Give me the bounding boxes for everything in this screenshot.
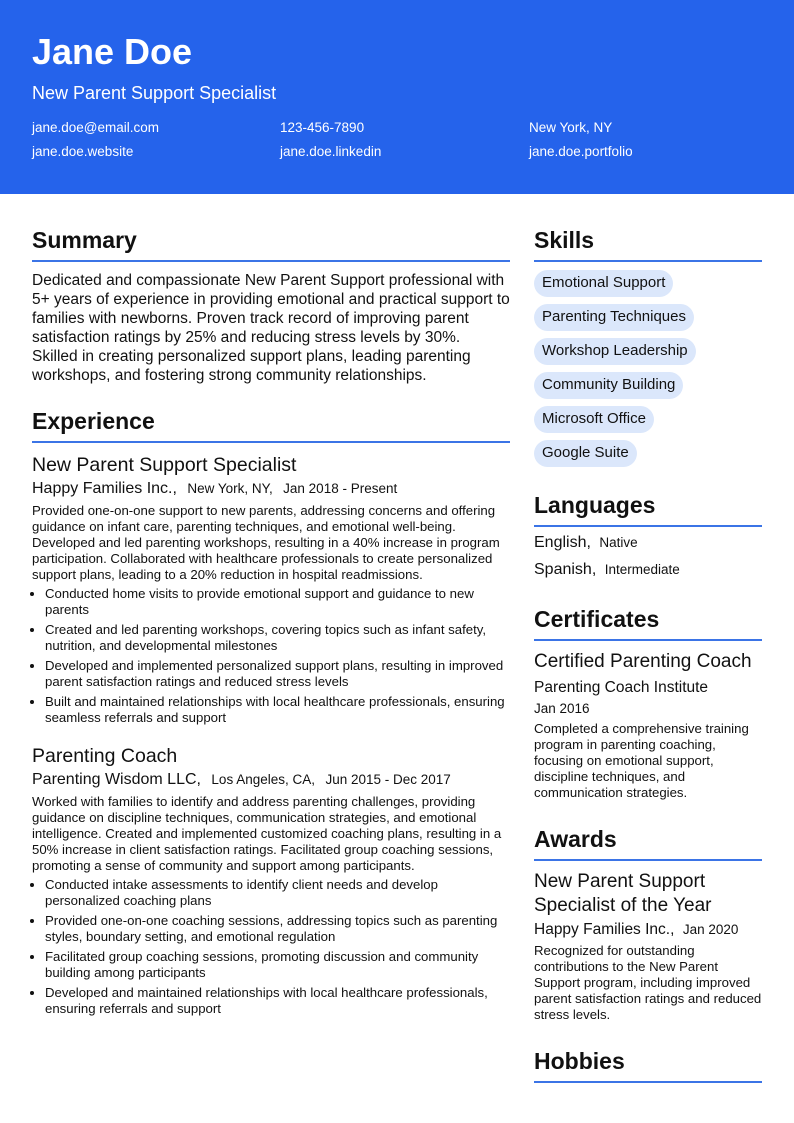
language-name: Spanish, bbox=[534, 561, 597, 578]
job-description: Provided one-on-one support to new parents, addressing concerns and offering guidance on infant care, parenting techniques, and emotional well-being. Developed and led parenting workshops, resulting in a 40% increase in program participation. Collaborated with healthcare professionals to create personalized support plans, leading to a 20% reduction in hospital readmissions. bbox=[32, 503, 500, 582]
certificates-heading: Certificates bbox=[534, 605, 762, 641]
award-description: Recognized for outstanding contributions to the New Parent Support program, including improved parent satisfaction ratings and reduced stress levels. bbox=[534, 943, 762, 1022]
candidate-name: Jane Doe bbox=[32, 31, 193, 72]
resume-header bbox=[0, 0, 794, 194]
contact-location: New York, NY bbox=[529, 120, 613, 135]
certificate-date: Jan 2016 bbox=[534, 701, 590, 716]
certificate-description: Completed a comprehensive training program in parenting coaching, focusing on emotional support, discipline techniques, and communication strategies. bbox=[534, 721, 749, 800]
contact-phone[interactable]: 123-456-7890 bbox=[280, 120, 365, 135]
language-item bbox=[534, 558, 762, 581]
job-title: New Parent Support Specialist bbox=[32, 454, 297, 476]
certificate-issuer: Parenting Coach Institute bbox=[534, 679, 709, 696]
contact-info bbox=[32, 120, 762, 160]
right-column bbox=[534, 194, 762, 1083]
job-bullet: • Facilitated group coaching sessions, promoting discussion and community building among participants bbox=[45, 949, 510, 981]
certificate-title: Certified Parenting Coach bbox=[534, 651, 752, 672]
language-name: English, bbox=[534, 534, 591, 551]
job-bullet: • Conducted home visits to provide emotional support and guidance to new parents bbox=[45, 586, 510, 618]
skill-tag: Microsoft Office bbox=[534, 406, 654, 433]
job-dates: Jun 2015 - Dec 2017 bbox=[325, 772, 451, 787]
skill-tag: Community Building bbox=[534, 372, 683, 399]
contact-portfolio[interactable]: jane.doe.portfolio bbox=[529, 144, 633, 159]
job-bullet: • Created and led parenting workshops, covering topics such as infant safety, nutrition, and developmental milestones bbox=[45, 622, 510, 654]
award-meta bbox=[534, 920, 762, 940]
skills-list bbox=[534, 270, 762, 467]
language-item bbox=[534, 531, 762, 554]
job-description: Worked with families to identify and address parenting challenges, providing guidance on discipline techniques, communication strategies, and emotional intelligence. Created and implemented customized coaching plans, resulting in a 50% increase in client satisfaction ratings. Facilitated group coaching sessions, promoting a sense of community and support among participants. bbox=[32, 794, 502, 873]
award-org: Happy Families Inc., bbox=[534, 921, 675, 938]
summary-text: Dedicated and compassionate New Parent Support professional with 5+ years of experience in providing emotional and practical support to families with newborns. Proven track record of improving parent satisfaction ratings by 25% and reducing stress levels by 30%. Skilled in creating personalized support plans, leading parenting workshops, and fostering strong community relationships. bbox=[32, 272, 510, 384]
language-level: Intermediate bbox=[604, 562, 680, 577]
contact-email[interactable]: jane.doe@email.com bbox=[32, 120, 160, 135]
resume-body bbox=[0, 194, 794, 1083]
experience-heading: Experience bbox=[32, 407, 510, 443]
job-entry bbox=[32, 453, 510, 726]
job-bullet: • Developed and implemented personalized support plans, resulting in improved parent satisfaction ratings and reduced stress levels bbox=[45, 658, 510, 690]
left-column bbox=[32, 194, 510, 1083]
award-title: New Parent Support Specialist of the Year bbox=[534, 871, 712, 916]
job-meta bbox=[32, 770, 510, 790]
awards-heading: Awards bbox=[534, 825, 762, 861]
contact-website[interactable]: jane.doe.website bbox=[32, 144, 134, 159]
job-meta bbox=[32, 479, 510, 499]
job-bullets bbox=[32, 586, 510, 726]
summary-heading: Summary bbox=[32, 226, 510, 262]
job-bullet: • Developed and maintained relationships with local healthcare professionals, ensuring referrals and support bbox=[45, 985, 510, 1017]
job-bullet: • Built and maintained relationships with local healthcare professionals, ensuring seamless referrals and support bbox=[45, 694, 510, 726]
language-level: Native bbox=[599, 535, 638, 550]
job-bullets bbox=[32, 877, 510, 1017]
skill-tag: Parenting Techniques bbox=[534, 304, 694, 331]
job-bullet: • Provided one-on-one coaching sessions, addressing topics such as parenting styles, boundary setting, and emotional regulation bbox=[45, 913, 510, 945]
job-location: Los Angeles, CA, bbox=[211, 772, 315, 787]
hobbies-heading: Hobbies bbox=[534, 1047, 762, 1083]
job-location: New York, NY, bbox=[187, 481, 273, 496]
contact-linkedin[interactable]: jane.doe.linkedin bbox=[280, 144, 382, 159]
job-bullet: • Conducted intake assessments to identify client needs and develop personalized coaching plans bbox=[45, 877, 510, 909]
skill-tag: Emotional Support bbox=[534, 270, 673, 297]
job-title: Parenting Coach bbox=[32, 745, 178, 767]
job-company: Parenting Wisdom LLC, bbox=[32, 771, 201, 788]
skill-tag: Google Suite bbox=[534, 440, 637, 467]
job-entry bbox=[32, 744, 510, 1017]
job-dates: Jan 2018 - Present bbox=[283, 481, 398, 496]
candidate-title: New Parent Support Specialist bbox=[32, 83, 277, 103]
skill-tag: Workshop Leadership bbox=[534, 338, 696, 365]
skills-heading: Skills bbox=[534, 226, 762, 262]
languages-heading: Languages bbox=[534, 491, 762, 527]
job-company: Happy Families Inc., bbox=[32, 480, 177, 497]
award-date: Jan 2020 bbox=[682, 922, 739, 937]
